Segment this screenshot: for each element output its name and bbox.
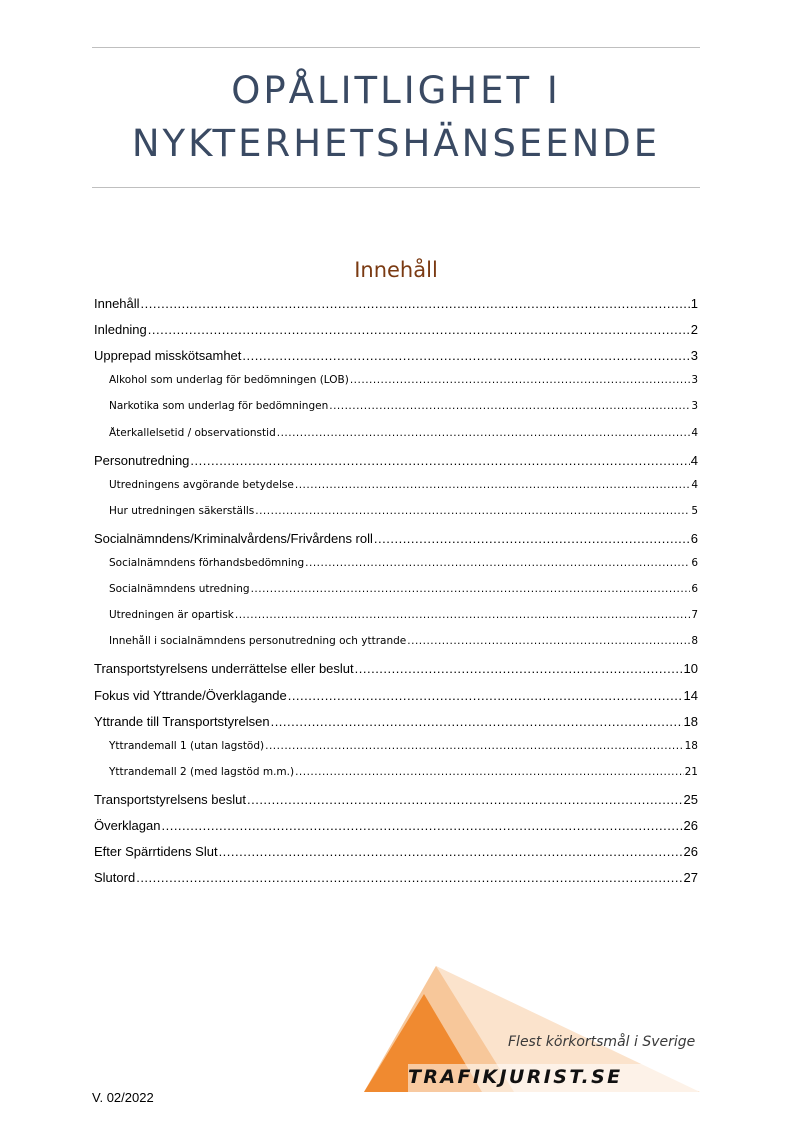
toc-dot-leader bbox=[235, 609, 690, 621]
toc-entry[interactable] bbox=[94, 453, 698, 468]
toc-entry[interactable] bbox=[94, 296, 698, 311]
toc-entry-title: Personutredning bbox=[94, 452, 190, 468]
toc-entry-title: Transportstyrelsens beslut bbox=[94, 791, 246, 807]
toc-dot-leader bbox=[265, 740, 684, 752]
toc-entry-title: Yttrandemall 2 (med lagstöd m.m.) bbox=[109, 765, 295, 778]
toc-entry-title: Upprepad misskötsamhet bbox=[94, 348, 242, 364]
toc-dot-leader bbox=[350, 374, 690, 386]
toc-entry-title: Utredningen är opartisk bbox=[109, 609, 234, 622]
toc-entry-page: 14 bbox=[683, 687, 698, 703]
toc-entry[interactable] bbox=[94, 609, 698, 621]
toc-entry-title: Yttrandemall 1 (utan lagstöd) bbox=[109, 739, 265, 752]
toc-entry-title: Yttrande till Transportstyrelsen bbox=[94, 713, 270, 729]
toc-dot-leader bbox=[355, 661, 683, 676]
toc-entry-page: 27 bbox=[683, 870, 698, 886]
toc-entry-title: Narkotika som underlag för bedömningen bbox=[109, 400, 329, 413]
toc-entry[interactable] bbox=[94, 844, 698, 859]
toc-dot-leader bbox=[161, 818, 682, 833]
toc-entry-page: 10 bbox=[683, 661, 698, 677]
toc-entry-page: 21 bbox=[684, 765, 698, 778]
toc-entry-page: 3 bbox=[691, 374, 698, 387]
toc-dot-leader bbox=[136, 870, 682, 885]
toc-dot-leader bbox=[288, 688, 683, 703]
toc-entry[interactable] bbox=[94, 766, 698, 778]
title-line-1: OPÅLITLIGHET I bbox=[231, 69, 561, 112]
toc-entry-title: Innehåll i socialnämndens personutredning och yttrande bbox=[109, 635, 407, 648]
toc-entry-page: 8 bbox=[691, 635, 698, 648]
toc-entry[interactable] bbox=[94, 531, 698, 546]
toc-entry[interactable] bbox=[94, 479, 698, 491]
toc-entry[interactable] bbox=[94, 818, 698, 833]
toc-entry[interactable] bbox=[94, 505, 698, 517]
logo-tagline: Flest körkortsmål i Sverige bbox=[508, 1034, 696, 1050]
toc-dot-leader bbox=[219, 844, 683, 859]
toc-dot-leader bbox=[190, 453, 689, 468]
toc-entry[interactable] bbox=[94, 714, 698, 729]
toc-entry-page: 18 bbox=[684, 739, 698, 752]
version-label: V. 02/2022 bbox=[92, 1090, 154, 1105]
toc-entry-page: 2 bbox=[690, 322, 698, 338]
toc-entry-title: Återkallelsetid / observationstid bbox=[109, 426, 276, 439]
title-line-2: NYKTERHETSHÄNSEENDE bbox=[131, 122, 661, 165]
toc-dot-leader bbox=[305, 557, 690, 569]
toc-entry[interactable] bbox=[94, 740, 698, 752]
toc-entry[interactable] bbox=[94, 427, 698, 439]
toc-entry-title: Slutord bbox=[94, 870, 136, 886]
toc-entry-page: 18 bbox=[683, 713, 698, 729]
toc-entry[interactable] bbox=[94, 688, 698, 703]
toc-entry-page: 4 bbox=[691, 478, 698, 491]
toc-entry-title: Överklagan bbox=[94, 818, 161, 833]
toc-entry-title: Socialnämndens/Kriminalvårdens/Frivårdens roll bbox=[94, 530, 373, 546]
toc-dot-leader bbox=[141, 296, 690, 311]
toc-entry-page: 6 bbox=[691, 583, 698, 596]
toc-entry-page: 4 bbox=[690, 452, 698, 468]
toc-entry-page: 1 bbox=[690, 296, 698, 311]
toc-dot-leader bbox=[295, 479, 690, 491]
toc-entry-page: 6 bbox=[690, 530, 698, 546]
toc-dot-leader bbox=[374, 531, 690, 546]
toc-entry[interactable] bbox=[94, 557, 698, 569]
toc-dot-leader bbox=[251, 583, 691, 595]
toc-entry-title: Efter Spärrtidens Slut bbox=[94, 844, 218, 860]
toc-dot-leader bbox=[148, 322, 690, 337]
toc-entry[interactable] bbox=[94, 870, 698, 885]
toc-dot-leader bbox=[277, 427, 691, 439]
toc-entry-title: Utredningens avgörande betydelse bbox=[109, 478, 294, 491]
toc-dot-leader bbox=[295, 766, 684, 778]
toc-entry-page: 26 bbox=[683, 818, 698, 833]
toc-heading: Innehåll bbox=[354, 258, 438, 282]
toc-entry-page: 26 bbox=[683, 844, 698, 860]
toc-entry[interactable] bbox=[94, 635, 698, 647]
toc-entry-title: Transportstyrelsens underrättelse eller beslut bbox=[94, 661, 354, 677]
toc-entry[interactable] bbox=[94, 583, 698, 595]
toc-entry-page: 25 bbox=[683, 791, 698, 807]
toc-entry[interactable] bbox=[94, 322, 698, 337]
toc-entry-title: Hur utredningen säkerställs bbox=[109, 504, 255, 517]
toc-dot-leader bbox=[329, 400, 690, 412]
toc-dot-leader bbox=[271, 714, 683, 729]
toc-entry[interactable] bbox=[94, 661, 698, 676]
toc-entry[interactable] bbox=[94, 400, 698, 412]
toc-entry-title: Socialnämndens förhandsbedömning bbox=[109, 557, 305, 569]
logo-brand: TRAFIKJURIST.SE bbox=[408, 1066, 623, 1088]
toc-entry-page: 4 bbox=[691, 426, 698, 439]
toc-entry-title: Inledning bbox=[94, 322, 147, 338]
toc-dot-leader bbox=[242, 348, 689, 363]
toc-entry-page: 3 bbox=[691, 400, 698, 413]
toc-entry-title: Alkohol som underlag för bedömningen (LOB) bbox=[109, 374, 349, 387]
toc-entry[interactable] bbox=[94, 792, 698, 807]
toc-dot-leader bbox=[255, 505, 690, 517]
toc-entry[interactable] bbox=[94, 374, 698, 386]
toc-dot-leader bbox=[407, 635, 690, 647]
toc-entry-page: 3 bbox=[690, 348, 698, 364]
toc-entry-page: 7 bbox=[691, 609, 698, 622]
toc-entry-title: Socialnämndens utredning bbox=[109, 583, 250, 596]
toc-entry[interactable] bbox=[94, 348, 698, 363]
toc-entry-page: 5 bbox=[691, 504, 698, 517]
toc-entry-title: Innehåll bbox=[94, 296, 140, 311]
toc-entry-title: Fokus vid Yttrande/Överklagande bbox=[94, 687, 287, 703]
table-of-contents bbox=[94, 0, 698, 1123]
toc-dot-leader bbox=[247, 792, 683, 807]
toc-entry-page: 6 bbox=[691, 557, 698, 569]
